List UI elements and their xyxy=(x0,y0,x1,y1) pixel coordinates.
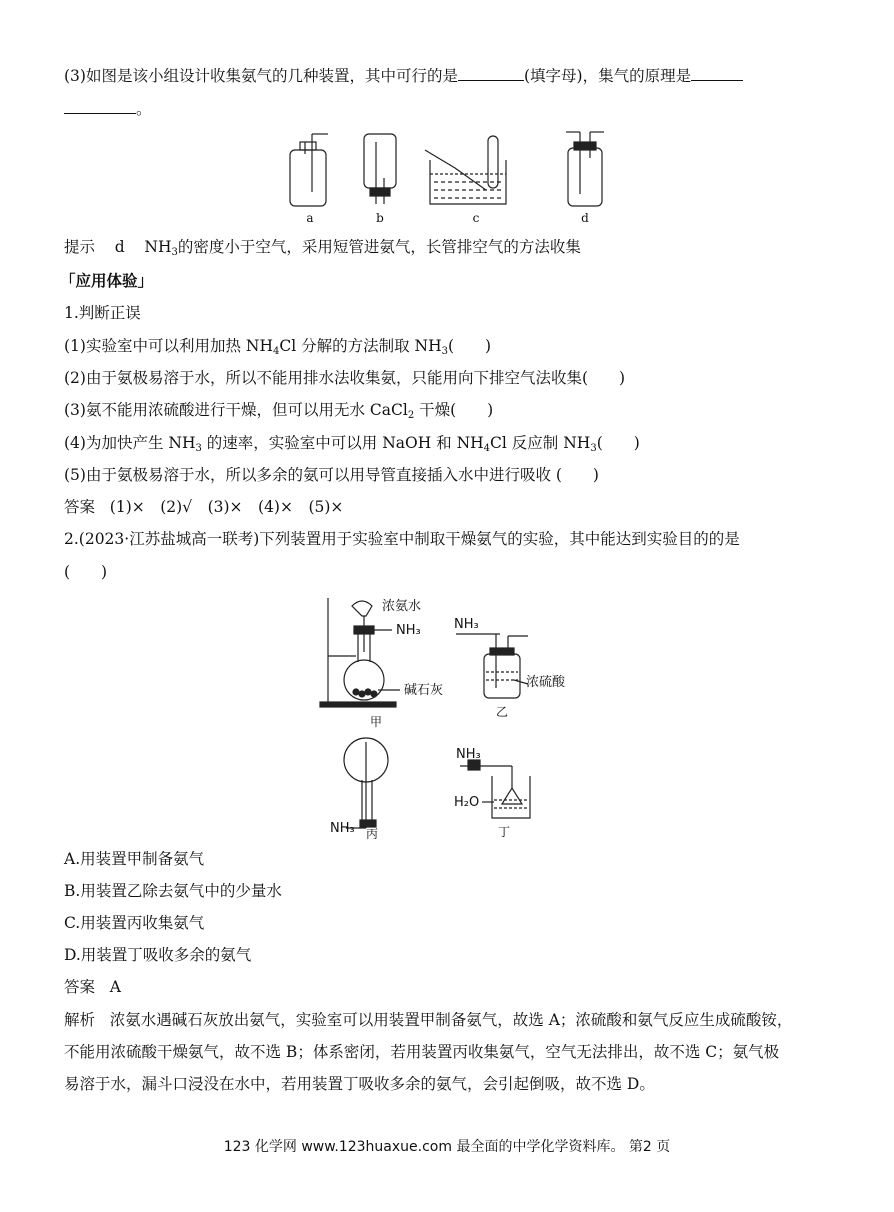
label-bing: 丙 xyxy=(366,827,379,841)
q1-item-4: (4)为加快产生 $NH_3$ 的速率，实验室中可以用 NaOH 和 $NH_4Cl$ 反应制 $NH_3$( ) xyxy=(64,434,640,454)
q1-item-5: (5)由于氨极易溶于水，所以多余的氨可以用导管直接插入水中进行吸收 ( ) xyxy=(64,466,599,484)
q1-answer: 答案 (1)× (2)√ (3)× (4)× (5)× xyxy=(64,498,344,516)
label-b: b xyxy=(376,211,384,225)
page-footer: 123 化学网 www.123huaxue.com 最全面的中学化学资料库。 第2 页 xyxy=(223,1139,671,1155)
label-nh3-ding: NH₃ xyxy=(456,747,481,762)
ammonia-apparatus-figure xyxy=(316,592,566,842)
q1-item-2: (2)由于氨极易溶于水，所以不能用排水法收集氨，只能用向下排空气法收集( ) xyxy=(64,369,626,387)
label-nh3-out: NH₃ xyxy=(396,623,421,638)
label-a: a xyxy=(306,211,314,225)
section-title: 「应用体验」 xyxy=(60,271,154,290)
analysis-line-1: 解析 浓氨水遇碱石灰放出氨气，实验室可以用装置甲制备氨气，故选 A；浓硫酸和氨气反应生成硫酸铵， xyxy=(64,1011,793,1029)
label-nh3-bing: NH₃ xyxy=(330,821,355,836)
question-2-paren: ( ) xyxy=(64,563,108,581)
answer-blank xyxy=(64,97,136,114)
question-3-continued: 。 xyxy=(64,97,152,120)
label-nh3-in: NH₃ xyxy=(454,617,479,632)
option-c: C.用装置丙收集氨气 xyxy=(64,914,205,932)
option-a: A.用装置甲制备氨气 xyxy=(64,850,205,868)
hint: 提示 d $NH_3$的密度小于空气，采用短管进氨气，长管排空气的方法收集 xyxy=(64,238,581,258)
analysis-line-3: 易溶于水，漏斗口浸没在水中，若用装置丁吸收多余的氨气，会引起倒吸，故不选 D。 xyxy=(64,1075,655,1093)
label-ding: 丁 xyxy=(498,825,511,839)
label-conc-ammonia: 浓氨水 xyxy=(382,599,422,614)
analysis-line-2: 不能用浓硫酸干燥氨气，故不选 B；体系密闭，若用装置丙收集氨气，空气无法排出，故不选 C；氨气极 xyxy=(64,1043,780,1061)
q2-answer: 答案 A xyxy=(64,978,121,996)
label-d: d xyxy=(581,211,589,225)
option-b: B.用装置乙除去氨气中的少量水 xyxy=(64,882,282,900)
label-h2o: H₂O xyxy=(454,795,480,810)
label-c: c xyxy=(472,211,480,225)
q1-item-3: (3)氨不能用浓硫酸进行干燥，但可以用无水 CaCl$_2$ 干燥( ) xyxy=(64,401,494,421)
answer-blank xyxy=(691,64,743,81)
question-3: (3)如图是该小组设计收集氨气的几种装置，其中可行的是 (填字母)，集气的原理是 xyxy=(64,64,743,87)
option-d: D.用装置丁吸收多余的氨气 xyxy=(64,946,252,964)
question-1-title: 1.判断正误 xyxy=(64,304,141,322)
question-2-title: 2.(2023·江苏盐城高一联考)下列装置用于实验室中制取干燥氨气的实验，其中能达到实验目的的是 xyxy=(64,530,740,548)
label-jia: 甲 xyxy=(370,715,383,729)
label-yi: 乙 xyxy=(496,705,509,719)
answer-blank xyxy=(458,64,524,81)
q1-item-1: (1)实验室中可以利用加热 $NH_4Cl$ 分解的方法制取 $NH_3$( ) xyxy=(64,337,492,357)
collection-devices-figure xyxy=(280,128,620,228)
label-conc-h2so4: 浓硫酸 xyxy=(526,675,566,690)
label-soda-lime: 碱石灰 xyxy=(404,683,444,698)
